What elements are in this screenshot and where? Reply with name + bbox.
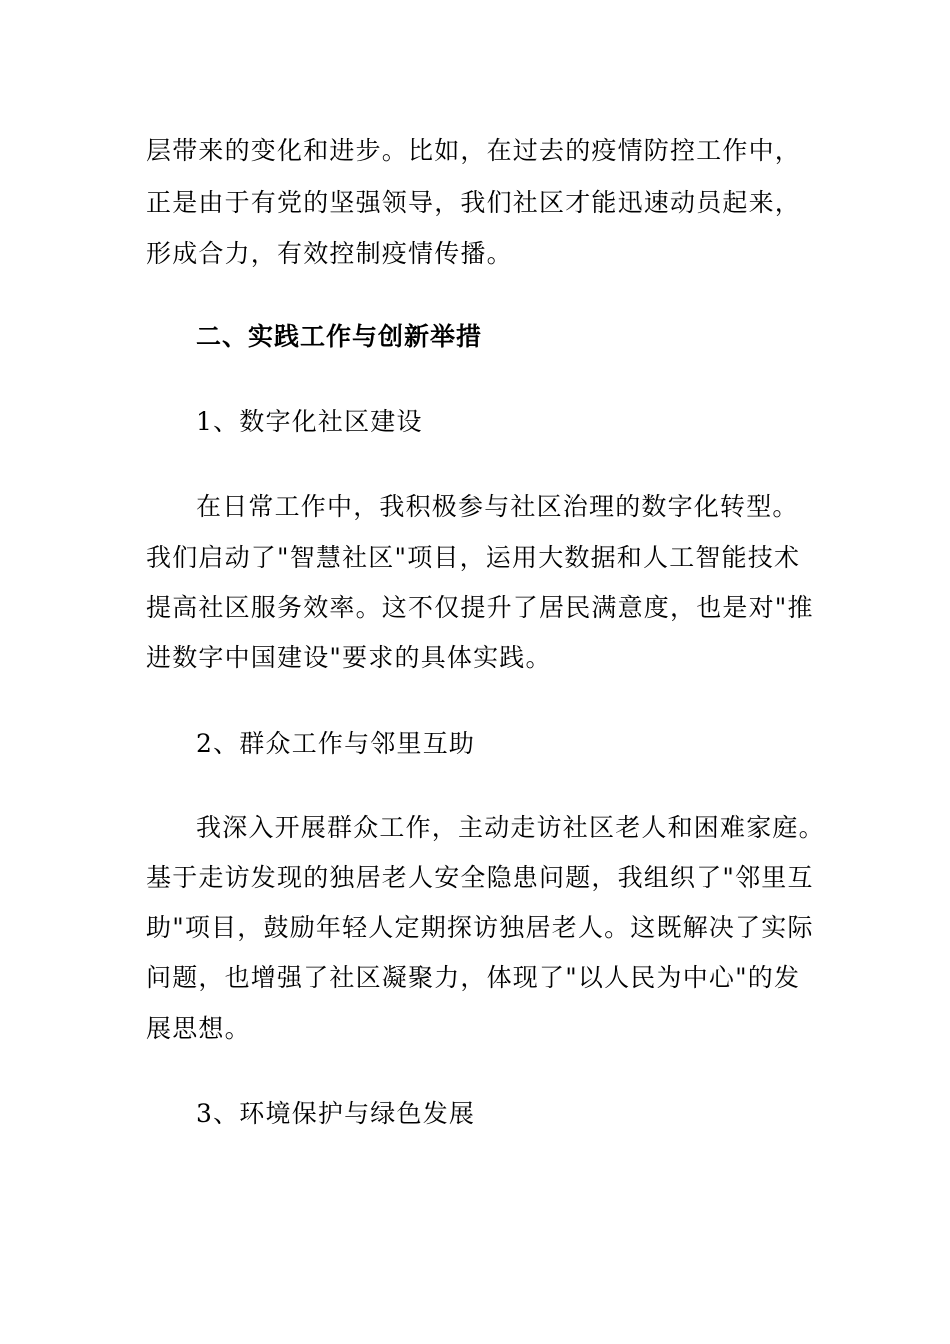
paragraph-line: 进数字中国建设"要求的具体实践。 [146,643,552,672]
paragraph-line: 正是由于有党的坚强领导，我们社区才能迅速动员起来， [146,188,802,217]
paragraph-line: 问题，也增强了社区凝聚力，体现了"以人民为中心"的发 [146,963,801,992]
paragraph-line: 提高社区服务效率。这不仅提升了居民满意度，也是对"推 [146,593,814,622]
paragraph-line: 助"项目，鼓励年轻人定期探访独居老人。这既解决了实际 [146,913,814,942]
section-heading: 二、实践工作与创新举措 [196,322,483,351]
subsection-title: 1、数字化社区建设 [196,407,423,436]
paragraph-line: 形成合力，有效控制疫情传播。 [146,239,513,268]
paragraph-line: 展思想。 [146,1014,251,1043]
paragraph-line: 我们启动了"智慧社区"项目，运用大数据和人工智能技术 [146,543,801,572]
subsection-title: 2、群众工作与邻里互助 [196,729,476,758]
subsection-title: 3、环境保护与绿色发展 [196,1099,476,1128]
paragraph-line: 层带来的变化和进步。比如，在过去的疫情防控工作中， [146,136,802,165]
paragraph-line: 基于走访发现的独居老人安全隐患问题，我组织了"邻里互 [146,863,814,892]
paragraph-line: 我深入开展群众工作，主动走访社区老人和困难家庭。 [196,813,825,842]
paragraph-line: 在日常工作中，我积极参与社区治理的数字化转型。 [196,492,799,521]
